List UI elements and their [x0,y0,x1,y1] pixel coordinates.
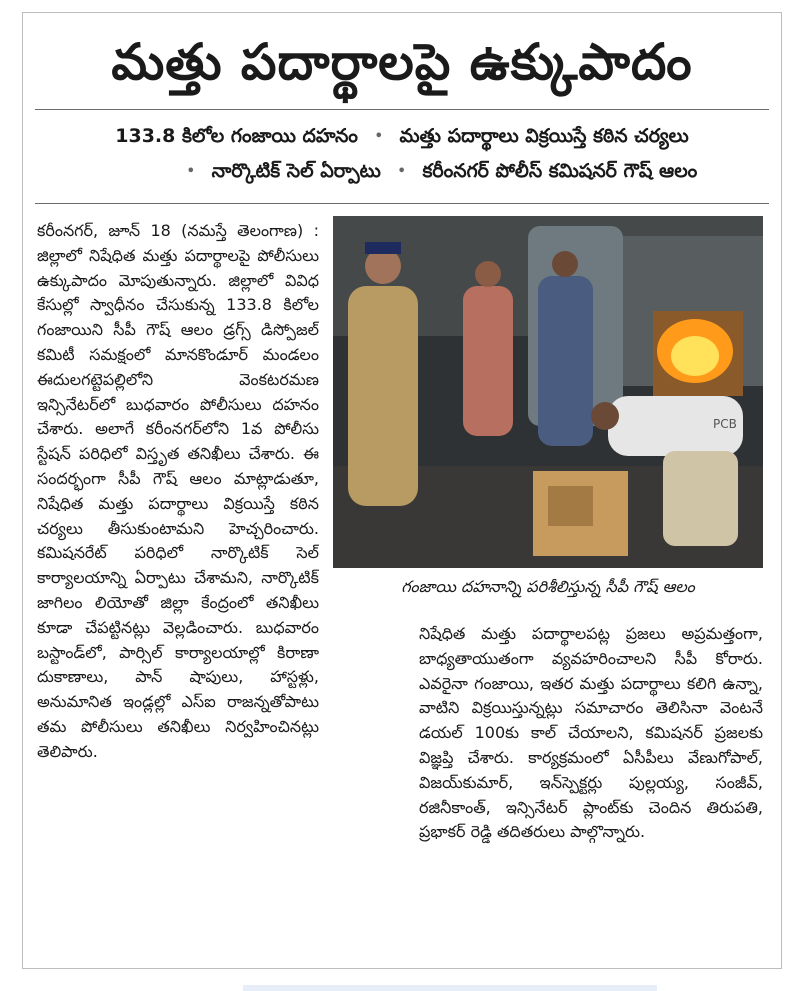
article-paragraph: నిషేధిత మత్తు పదార్థాలపట్ల ప్రజలు అప్రమత్తంగా, బాధ్యతాయుతంగా వ్యవహరించాలని సీపీ కోరారు. ఎవరైనా గంజాయి, ఇతర మత్తు పదార్థాలు కలిగి ఉన్నా, వాటిని విక్రయిస్తున్నట్లు సమాచారం తెలిసినా వెంటనే డయల్ 100కు కాల్ చేయాలని, కమిషనర్ ప్రజలకు విజ్ఞప్తి చేశారు. కార్యక్రమంలో ఏసీపీలు వేణుగోపాల్, విజయ్‌కుమార్, ఇన్‌స్పెక్టర్లు పుల్లయ్య, సంజీవ్, రజినీకాంత్, ఇన్సినేటర్ ప్లాంట్‌కు చెందిన తిరుపతి, ప్రభాకర్ రెడ్డి తదితరులు పాల్గొన్నారు. [419,624,763,842]
subhead-1: 133.8 కిలోల గంజాయి దహనం [115,125,358,147]
subhead-2: మత్తు పదార్థాలు విక్రయిస్తే కఠిన చర్యలు [399,125,689,147]
headline-rule [35,109,769,110]
subhead-3: నార్కొటిక్ సెల్ ఏర్పాటు [211,160,381,182]
bullet: • [374,129,383,144]
article-left-column [37,219,319,954]
subhead-4: కరీంనగర్ పోలీస్ కమిషనర్ గౌష్ ఆలం [422,160,698,182]
article-photo [333,216,763,568]
article-right-column [419,622,763,957]
headline: మత్తు పదార్థాలపై ఉక్కుపాదం [111,33,693,91]
article-paragraph: కరీంనగర్, జూన్ 18 (నమస్తే తెలంగాణ) : జిల్లాలో నిషేధిత మత్తు పదార్థాలపై పోలీసులు ఉక్కుపాదం మోపుతున్నారు. జిల్లాలో వివిధ కేసుల్లో స్వాధీనం చేసుకున్న 133.8 కిలోల గంజాయిని సీపీ గౌష్ ఆలం డ్రగ్స్ డిస్పోజల్ కమిటీ సమక్షంలో మానకొండూర్ మండలం ఈదులగట్టెపల్లిలోని వెంకటరమణ ఇన్సినేటర్‌లో బుధవారం పోలీసులు దహనం చేశారు. అలాగే కరీంనగర్‌లోని 1వ పోలీసు స్టేషన్ పరిధిలో విస్తృత తనిఖీలు చేశారు. ఈ సందర్భంగా సీపీ గౌష్ ఆలం మాట్లాడుతూ, నిషేధిత మత్తు పదార్థాలు విక్రయిస్తే కఠిన చర్యలు తీసుకుంటామని హెచ్చరించారు. కమిషనరేట్ పరిధిలో నార్కొటిక్ సెల్ కార్యాలయాన్ని ఏర్పాటు చేశామని, నార్కొటిక్ జాగిలం లియోతో జిల్లా కేంద్రంలో తనిఖీలు కూడా చేపట్టినట్లు వెల్లడించారు. బుధవారం బస్టాండ్‌లో, పార్సిల్ కార్యాలయాల్లో కిరాణా దుకాణాలు, పాన్ షాపులు, హాస్టళ్లు, అనుమానిత ఇండ్లల్లో ఎస్‌ఐ రాజన్నతోపాటు తమ పోలీసులు తనిఖీలు నిర్వహించినట్లు తెలిపారు. [37,221,319,761]
photo-badge: PCB [713,417,737,431]
photo-caption: గంజాయి దహనాన్ని పరిశీలిస్తున్న సీపీ గౌష్ ఆలం [401,577,695,596]
subhead-line-2 [23,156,781,187]
bullet: • [397,164,406,179]
bullet: • [186,164,195,179]
subhead-line-1 [23,121,781,152]
news-clipping [22,12,782,969]
bottom-strip [243,985,657,991]
police-burning-photo-image [333,216,763,568]
subhead-rule [35,203,769,204]
